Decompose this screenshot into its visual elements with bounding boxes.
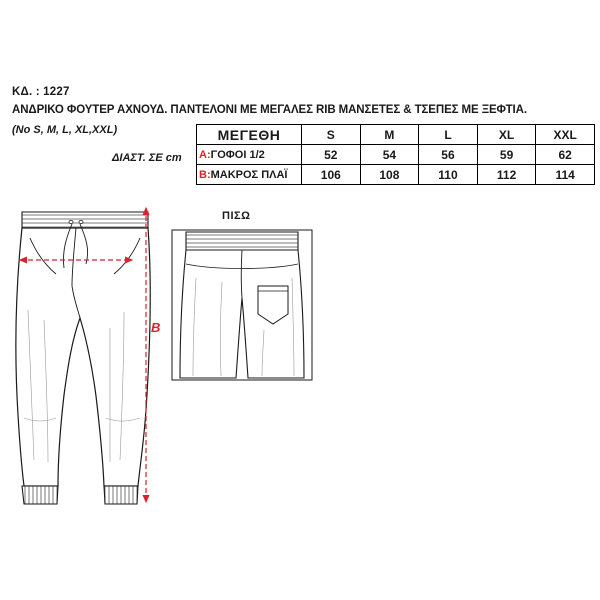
cuff-right (104, 486, 138, 504)
table-header-sizes: ΜΕΓΕΘΗ (197, 125, 302, 145)
cell-length-xxl: 114 (536, 165, 595, 185)
dimension-unit-label: ΔΙΑΣΤ. ΣΕ cm (112, 152, 182, 164)
technical-drawings (0, 190, 600, 520)
product-description: ΑΝΔΡΙΚΟ ΦΟΥΤΕΡ ΑΧΝΟΥΔ. ΠΑΝΤΕΛΟΝΙ ΜΕ ΜΕΓΑΛΕΣ RIB ΜΑΝΣΕΤΕΣ & ΤΣΕΠΕΣ ΜΕ ΞΕΦΤΙΑ. (12, 104, 527, 116)
sizes-note: (No S, M, L, XL,XXL) (12, 124, 118, 136)
cell-hips-xl: 59 (477, 145, 536, 165)
pants-outline (16, 228, 150, 486)
cell-hips-xxl: 62 (536, 145, 595, 165)
measurement-letter-b: B (151, 320, 161, 335)
table-header-l: L (419, 125, 478, 145)
cell-length-m: 108 (360, 165, 419, 185)
cell-hips-m: 54 (360, 145, 419, 165)
row-label-side-length (197, 165, 302, 185)
back-view-label: ΠΙΣΩ (222, 210, 251, 222)
table-row (197, 145, 595, 165)
front-view-drawing (16, 212, 150, 504)
drawstring-eyelet-right (79, 220, 83, 223)
row-marker-a: Α: (199, 148, 211, 161)
cell-length-xl: 112 (477, 165, 536, 185)
table-header-xl: XL (477, 125, 536, 145)
cell-length-l: 110 (419, 165, 478, 185)
cuff-left (22, 486, 58, 504)
row-text-hips: ΓΟΦΟΙ 1/2 (210, 148, 265, 161)
size-table (196, 124, 595, 185)
back-waistband (186, 232, 298, 250)
table-header-s: S (302, 125, 361, 145)
back-view-drawing (172, 230, 312, 380)
table-row (197, 165, 595, 185)
drawstring-eyelet-left (69, 220, 73, 223)
row-marker-b: Β: (199, 168, 211, 181)
table-header-m: M (360, 125, 419, 145)
product-code: ΚΔ. : 1227 (12, 86, 70, 98)
cell-hips-l: 56 (419, 145, 478, 165)
table-header-row (197, 125, 595, 145)
waistband (22, 212, 148, 228)
row-text-side-length: ΜΑΚΡΟΣ ΠΛΑΪ (210, 168, 288, 181)
row-label-hips (197, 145, 302, 165)
table-header-xxl: XXL (536, 125, 595, 145)
cell-hips-s: 52 (302, 145, 361, 165)
cell-length-s: 106 (302, 165, 361, 185)
